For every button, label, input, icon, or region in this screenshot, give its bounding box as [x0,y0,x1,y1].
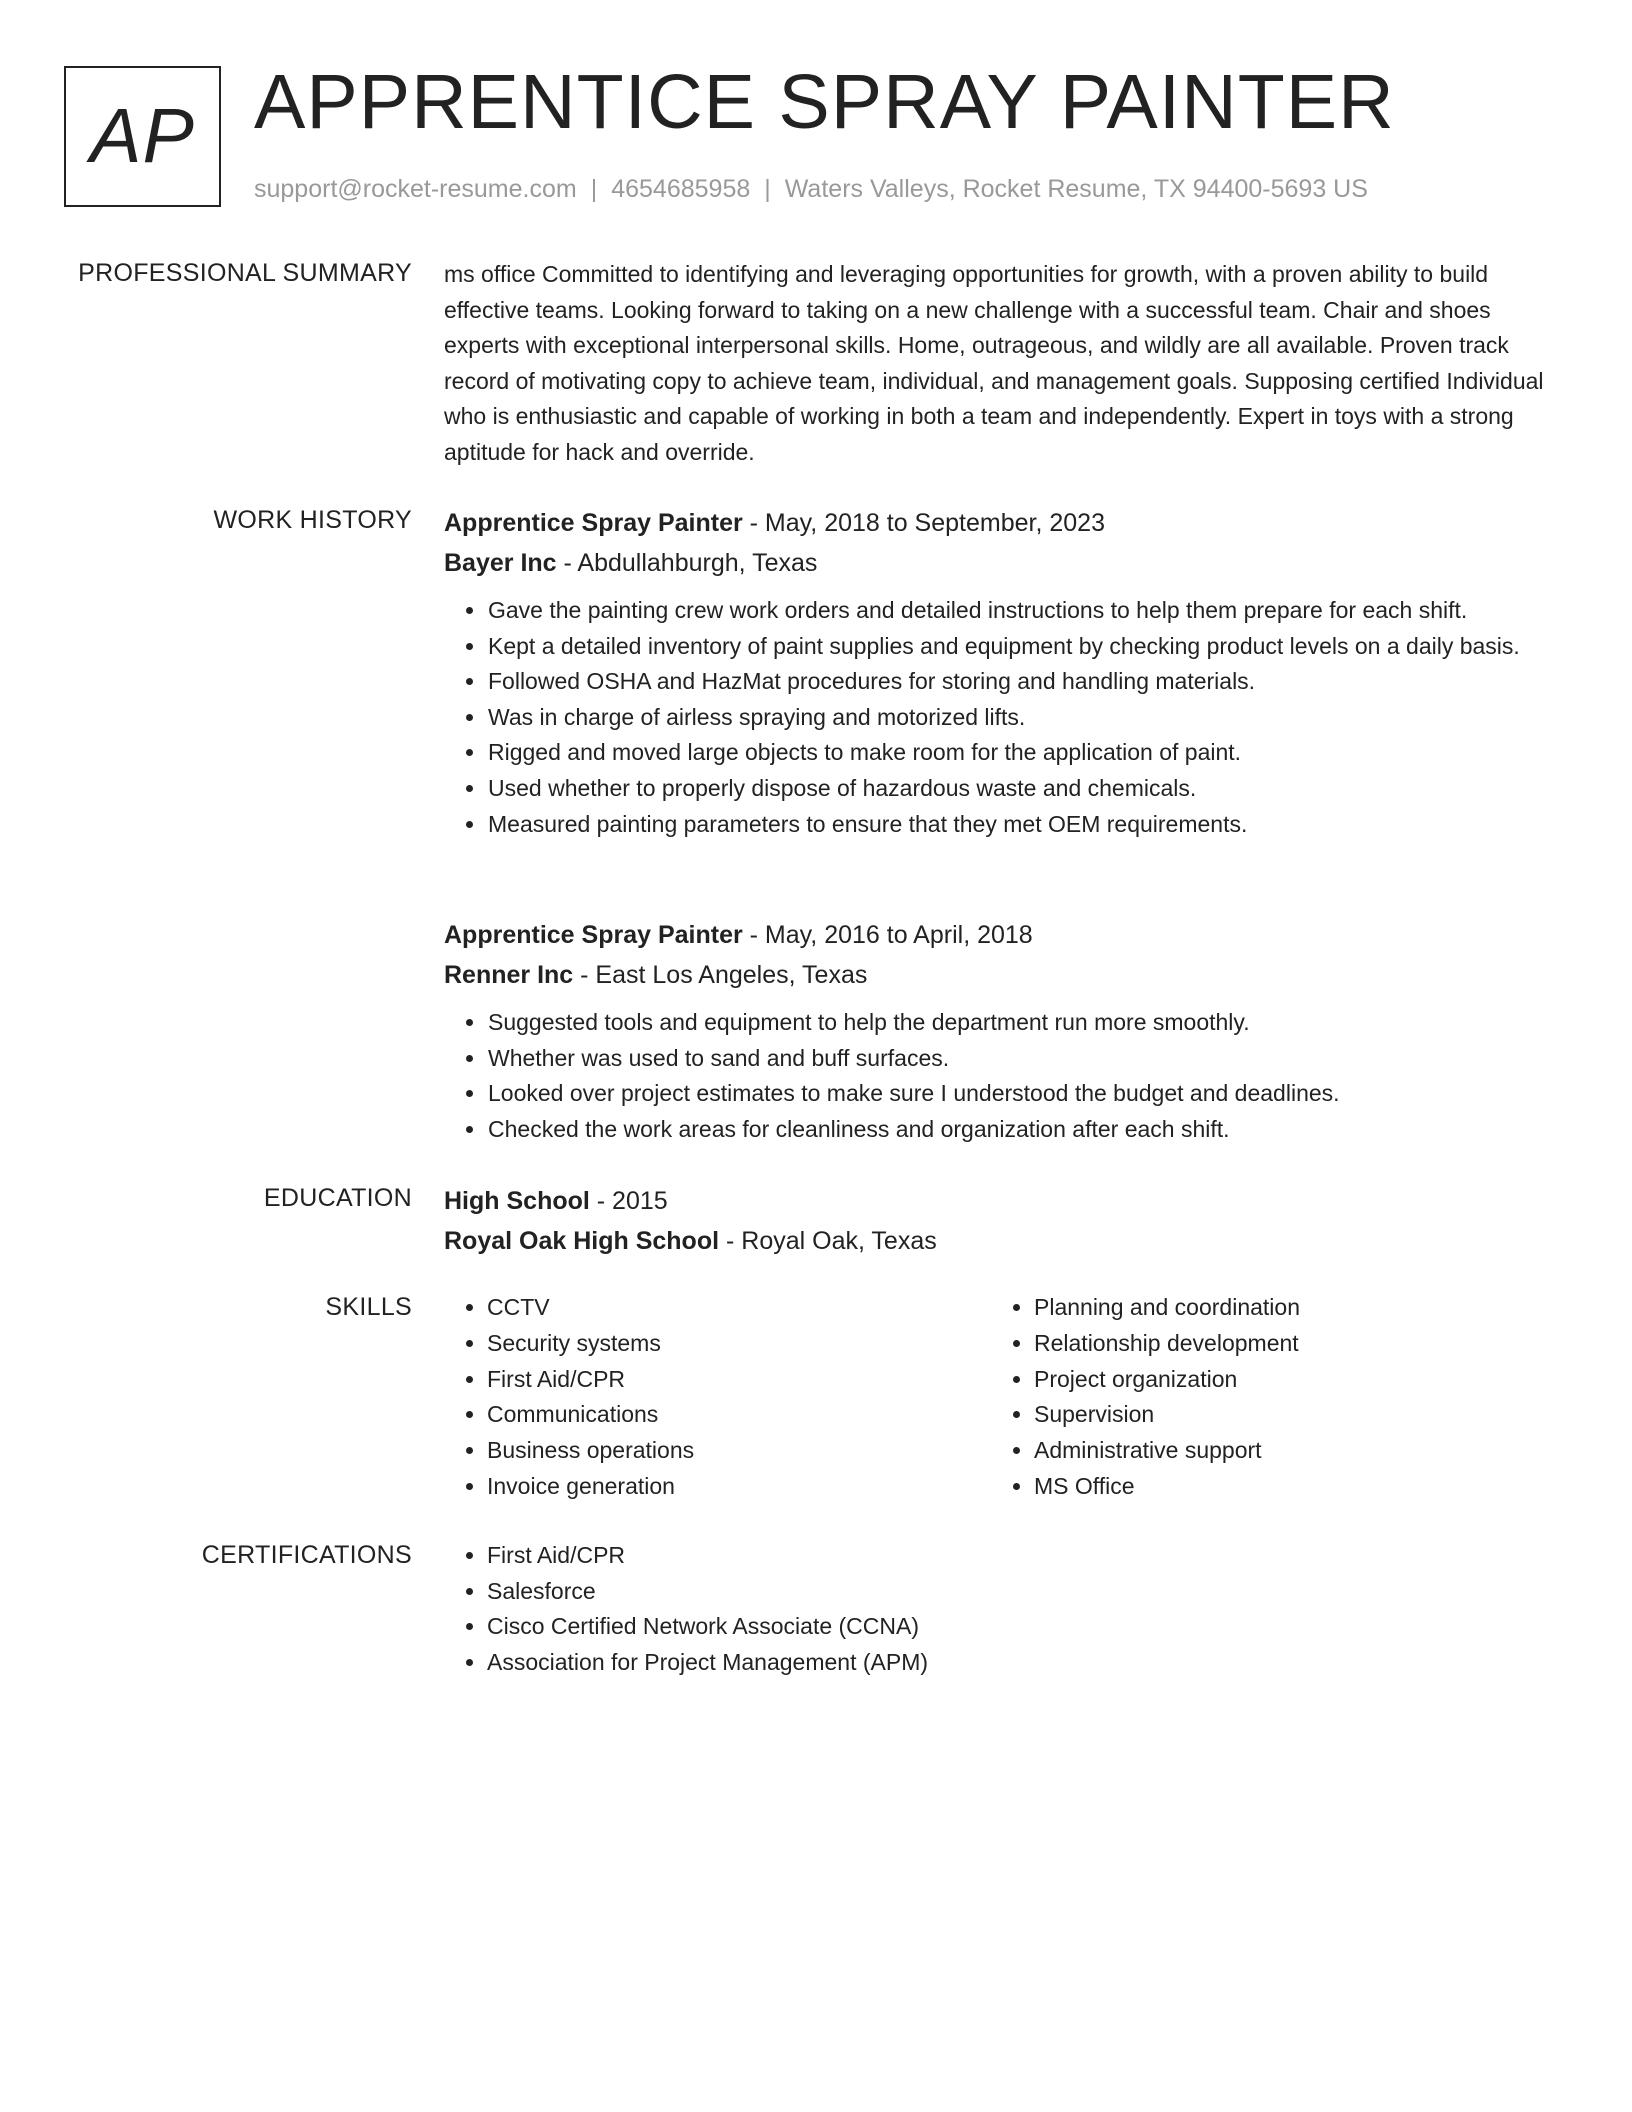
skills-columns [444,1290,1554,1505]
job-bullets [444,1005,1554,1147]
job-location: - East Los Angeles, Texas [573,961,868,989]
education-degree: High School [444,1187,590,1215]
skill-item: • MS Office [1034,1469,1538,1505]
education-body [444,1181,1554,1261]
job-bullet: • Suggested tools and equipment to help the department run more smoothly. [487,1005,1554,1041]
job-bullet: • Checked the work areas for cleanliness and organization after each shift. [487,1112,1554,1148]
summary-body [444,256,1554,471]
job-bullets [444,593,1554,842]
skill-item: • Supervision [1034,1397,1538,1433]
skill-item: • CCTV [487,1290,991,1326]
work-history-body [444,503,1554,842]
job-entry [444,915,1554,1147]
certification-item: • Cisco Certified Network Associate (CCNA) [487,1609,1554,1645]
skills-list-left [444,1290,991,1505]
skill-item: • Relationship development [1034,1326,1538,1362]
job-title-line [444,503,1554,543]
education-school-line [444,1221,1554,1261]
job-bullet: • Used whether to properly dispose of hazardous waste and chemicals. [487,771,1554,807]
job-company: Bayer Inc [444,549,557,577]
skill-item: • Business operations [487,1433,991,1469]
contact-phone: 4654685958 [611,175,751,203]
job-bullet: • Was in charge of airless spraying and motorized lifts. [487,700,1554,736]
summary-text: ms office Committed to identifying and leveraging opportunities for growth, with a proven ability to build effective teams. Looking forward to taking on a new challenge with a successful team. Chair and shoes experts with exceptional interpersonal skills. Home, outrageous, and wildly are all available. Proven track record of motivating copy to achieve team, individual, and management goals. Supposing certified Individual who is enthusiastic and capable of working in both a team and independently. Expert in toys with a strong aptitude for hack and override. [444,261,1544,465]
job-company-line [444,543,1554,583]
contact-separator: | [590,175,598,203]
job-bullet: • Measured painting parameters to ensure that they met OEM requirements. [487,807,1554,843]
job-company-line [444,955,1554,995]
certification-item: • Association for Project Management (APM) [487,1645,1554,1681]
job-dates: - May, 2016 to April, 2018 [742,921,1033,949]
job-bullet: • Kept a detailed inventory of paint supplies and equipment by checking product levels on a daily basis. [487,629,1554,665]
resume-name: APPRENTICE SPRAY PAINTER [254,59,1395,145]
skill-item: • Administrative support [1034,1433,1538,1469]
monogram-initials: AP [64,66,221,207]
certifications-body [444,1538,1554,1680]
skill-item: • Invoice generation [487,1469,991,1505]
skill-item: • Planning and coordination [1034,1290,1538,1326]
certifications-list [444,1538,1554,1680]
job-bullet: • Rigged and moved large objects to make room for the application of paint. [487,735,1554,771]
section-title-work-history: WORK HISTORY [213,506,412,534]
skills-list-right [991,1290,1538,1505]
job-bullet: • Looked over project estimates to make sure I understood the budget and deadlines. [487,1076,1554,1112]
education-school: Royal Oak High School [444,1227,720,1255]
skill-item: • First Aid/CPR [487,1362,991,1398]
job-role: Apprentice Spray Painter [444,509,743,537]
contact-line [254,172,1368,206]
skill-item: • Security systems [487,1326,991,1362]
job-bullet: • Gave the painting crew work orders and detailed instructions to help them prepare for each shift. [487,593,1554,629]
job-title-line [444,915,1554,955]
education-year: - 2015 [589,1187,668,1215]
skill-item: • Project organization [1034,1362,1538,1398]
job-location: - Abdullahburgh, Texas [556,549,818,577]
section-title-skills: SKILLS [325,1293,412,1321]
job-dates: - May, 2018 to September, 2023 [742,509,1105,537]
contact-email: support@rocket-resume.com [254,175,577,203]
education-degree-line [444,1181,1554,1221]
job-company: Renner Inc [444,961,574,989]
skills-body [444,1290,1554,1505]
job-entry [444,503,1554,842]
contact-address: Waters Valleys, Rocket Resume, TX 94400-5693 US [784,175,1368,203]
work-history-body-2 [444,915,1554,1147]
section-title-summary: PROFESSIONAL SUMMARY [78,259,412,287]
education-location: - Royal Oak, Texas [719,1227,937,1255]
certification-item: • Salesforce [487,1574,1554,1610]
certification-item: • First Aid/CPR [487,1538,1554,1574]
job-role: Apprentice Spray Painter [444,921,743,949]
skill-item: • Communications [487,1397,991,1433]
job-bullet: • Followed OSHA and HazMat procedures for storing and handling materials. [487,664,1554,700]
contact-separator: | [764,175,771,203]
job-bullet: • Whether was used to sand and buff surfaces. [487,1041,1554,1077]
section-title-education: EDUCATION [263,1184,412,1212]
section-title-certifications: CERTIFICATIONS [201,1541,412,1569]
